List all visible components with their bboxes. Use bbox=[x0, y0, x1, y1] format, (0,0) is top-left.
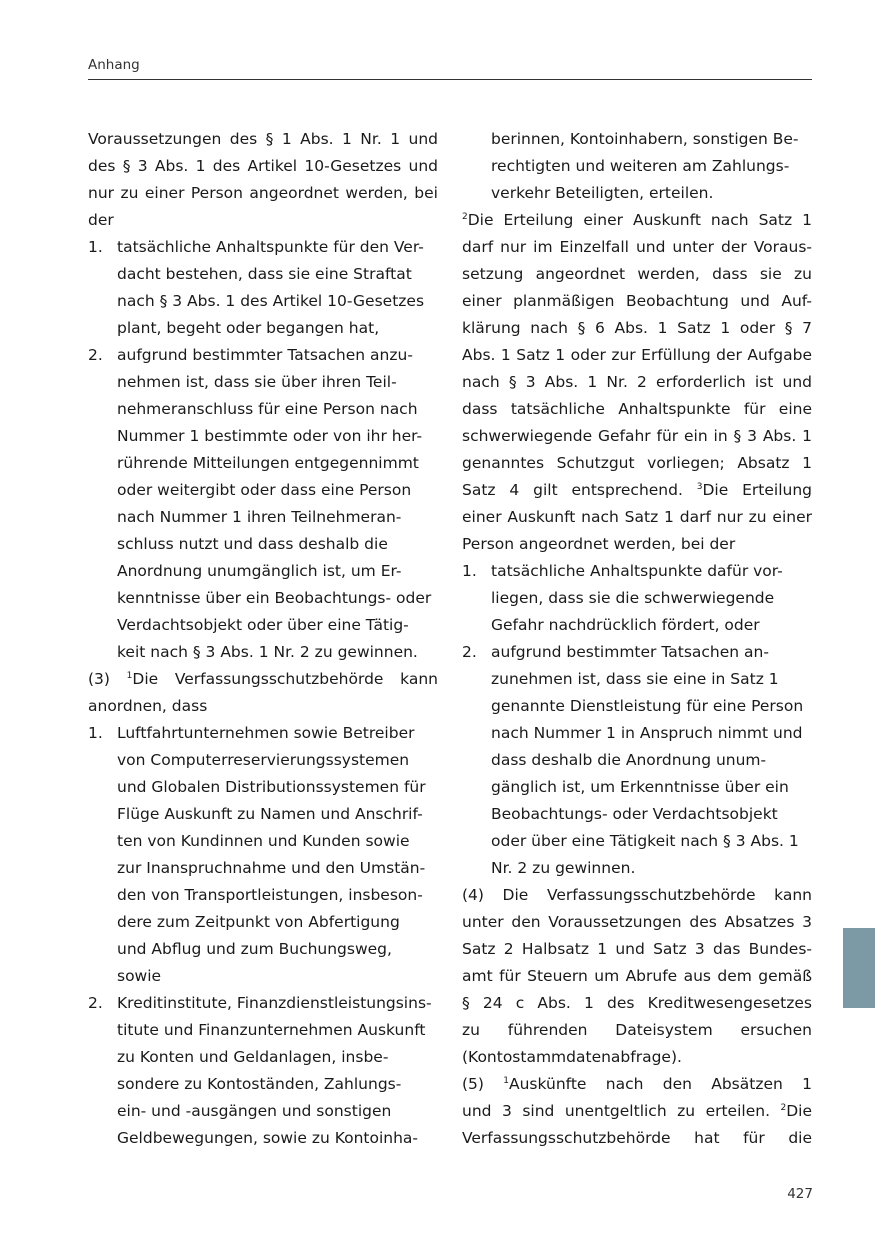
sentence-2-paragraph bbox=[462, 207, 812, 558]
paragraph-4 bbox=[462, 882, 812, 1071]
text-line: dass deshalb die Anordnung unum- bbox=[491, 751, 767, 769]
text-line: Geldbewegungen, sowie zu Kontoinha- bbox=[117, 1129, 419, 1147]
text-fragment: Auskünfte nach den Absätzen 1 bbox=[509, 1075, 812, 1093]
list-number: 1. bbox=[88, 724, 103, 742]
text-line: dacht bestehen, dass sie eine Straftat bbox=[117, 265, 412, 283]
right-column bbox=[462, 126, 812, 1152]
text-line: sowie bbox=[117, 967, 162, 985]
text-line bbox=[462, 477, 812, 504]
text-line: Person angeordnet werden, bei der bbox=[462, 535, 736, 553]
text-line: kenntnisse über ein Beobachtungs- oder bbox=[117, 589, 432, 607]
text-line: Verfassungsschutzbehörde hat für die bbox=[462, 1129, 812, 1147]
text-line: berinnen, Kontoinhabern, sonstigen Be- bbox=[491, 130, 799, 148]
text-line: (Kontostammdatenabfrage). bbox=[462, 1048, 682, 1066]
text-line: nach Nummer 1 in Anspruch nimmt und bbox=[491, 724, 803, 742]
text-line: keit nach § 3 Abs. 1 Nr. 2 zu gewinnen. bbox=[117, 643, 418, 661]
text-line: gänglich ist, um Erkenntnisse über ein bbox=[491, 778, 789, 796]
text-line: schwerwiegende Gefahr für ein in § 3 Abs. 1 bbox=[462, 427, 812, 445]
text-line: aufgrund bestimmter Tatsachen an- bbox=[491, 643, 769, 661]
text-fragment: Die Erteilung einer Auskunft nach Satz 1 bbox=[467, 211, 812, 229]
text-line: nehmen ist, dass sie über ihren Teil- bbox=[117, 373, 397, 391]
list-item bbox=[88, 720, 438, 990]
text-line: Luftfahrtunternehmen sowie Betreiber bbox=[117, 724, 415, 742]
paragraph-prefix: (5) bbox=[462, 1075, 504, 1093]
text-fragment: Satz 4 gilt entsprechend. bbox=[462, 481, 697, 499]
text-line: rechtigten und weiteren am Zahlungs- bbox=[491, 157, 790, 175]
text-line: tatsächliche Anhaltspunkte dafür vor- bbox=[491, 562, 783, 580]
text-line: sondere zu Kontoständen, Zahlungs- bbox=[117, 1075, 402, 1093]
text-line bbox=[462, 207, 812, 234]
sentence-number: 1 bbox=[126, 671, 133, 681]
text-line: darf nur im Einzelfall und unter der Voraus- bbox=[462, 238, 812, 256]
text-line: der bbox=[88, 211, 114, 229]
list-number: 2. bbox=[88, 994, 103, 1012]
text-line: Kreditinstitute, Finanzdienstleistungsins- bbox=[117, 994, 432, 1012]
sentence-number: 1 bbox=[503, 1076, 509, 1086]
text-line: Anordnung unumgänglich ist, um Er- bbox=[117, 562, 402, 580]
text-line bbox=[462, 1098, 812, 1125]
sentence-number: 2 bbox=[780, 1103, 787, 1113]
text-line: Nr. 2 zu gewinnen. bbox=[491, 859, 636, 877]
list-item bbox=[88, 234, 438, 342]
text-line: § 24 c Abs. 1 des Kreditwesengesetzes bbox=[462, 994, 812, 1012]
text-line: dere zum Zeitpunkt von Abfertigung bbox=[117, 913, 400, 931]
text-fragment: Die Erteilung bbox=[702, 481, 812, 499]
list-number: 2. bbox=[88, 346, 103, 364]
text-fragment: und 3 sind unentgeltlich zu erteilen. bbox=[462, 1102, 781, 1120]
text-line: dass tatsächliche Anhaltspunkte für eine bbox=[462, 400, 812, 418]
text-line: oder über eine Tätigkeit nach § 3 Abs. 1 bbox=[491, 832, 799, 850]
text-line: ten von Kundinnen und Kunden sowie bbox=[117, 832, 410, 850]
text-line: klärung nach § 6 Abs. 1 Satz 1 oder § 7 bbox=[462, 319, 812, 337]
text-line: Satz 2 Halbsatz 1 und Satz 3 das Bundes- bbox=[462, 940, 812, 958]
text-line: Abs. 1 Satz 1 oder zur Erfüllung der Aufgabe bbox=[462, 346, 812, 364]
page-number: 427 bbox=[787, 1186, 813, 1202]
text-line: von Computerreservierungssystemen bbox=[117, 751, 410, 769]
text-line: und Abflug und zum Buchungsweg, bbox=[117, 940, 392, 958]
text-fragment: Die bbox=[786, 1102, 812, 1120]
text-line: zur Inanspruchnahme und den Umstän- bbox=[117, 859, 426, 877]
list-number: 2. bbox=[462, 643, 477, 661]
text-line: genannte Dienstleistung für eine Person bbox=[491, 697, 804, 715]
text-line: tatsächliche Anhaltspunkte für den Ver- bbox=[117, 238, 424, 256]
list-item bbox=[462, 558, 812, 639]
text-line: den von Transportleistungen, insbeson- bbox=[117, 886, 423, 904]
text-line: Verdachtsobjekt oder über eine Tätig- bbox=[117, 616, 409, 634]
text-line: nach § 3 Abs. 1 des Artikel 10-Gesetzes bbox=[117, 292, 425, 310]
text-line: amt für Steuern um Abrufe aus dem gemäß bbox=[462, 967, 812, 985]
list-number: 1. bbox=[88, 238, 103, 256]
text-line: anordnen, dass bbox=[88, 697, 208, 715]
header-rule bbox=[88, 79, 812, 80]
paragraph-5 bbox=[462, 1071, 812, 1152]
list-item bbox=[88, 342, 438, 666]
intro-paragraph bbox=[88, 126, 438, 234]
text-line: titute und Finanzunternehmen Auskunft bbox=[117, 1021, 426, 1039]
text-line: unter den Voraussetzungen des Absatzes 3 bbox=[462, 913, 812, 931]
text-line: genanntes Schutzgut vorliegen; Absatz 1 bbox=[462, 454, 812, 472]
text-line: schluss nutzt und dass deshalb die bbox=[117, 535, 388, 553]
text-line: des § 3 Abs. 1 des Artikel 10-Gesetzes und bbox=[88, 157, 438, 175]
text-line: zu führenden Dateisystem ersuchen bbox=[462, 1021, 812, 1039]
text-line bbox=[88, 666, 438, 693]
paragraph-prefix: (3) bbox=[88, 670, 127, 688]
text-line: nehmeranschluss für eine Person nach bbox=[117, 400, 418, 418]
text-line: Flüge Auskunft zu Namen und Anschrif- bbox=[117, 805, 423, 823]
text-line: nach Nummer 1 ihren Teilnehmeran- bbox=[117, 508, 402, 526]
text-line: plant, begeht oder begangen hat, bbox=[117, 319, 380, 337]
text-line: Voraussetzungen des § 1 Abs. 1 Nr. 1 und bbox=[88, 130, 438, 148]
paragraph-3 bbox=[88, 666, 438, 720]
text-line bbox=[462, 1071, 812, 1098]
sentence-number: 3 bbox=[696, 482, 703, 492]
text-line: zunehmen ist, dass sie eine in Satz 1 bbox=[491, 670, 779, 688]
sentence-number: 2 bbox=[462, 212, 468, 222]
text-line: einer Auskunft nach Satz 1 darf nur zu einer bbox=[462, 508, 812, 526]
list-item-continuation bbox=[462, 126, 812, 207]
list-item bbox=[88, 990, 438, 1152]
text-fragment: Die Verfassungsschutzbehörde kann bbox=[132, 670, 438, 688]
running-header: Anhang bbox=[88, 57, 140, 73]
text-line: setzung angeordnet werden, dass sie zu bbox=[462, 265, 812, 283]
left-column bbox=[88, 126, 438, 1152]
text-line: Gefahr nachdrücklich fördert, oder bbox=[491, 616, 760, 634]
text-line: Nummer 1 bestimmte oder von ihr her- bbox=[117, 427, 423, 445]
text-line: nach § 3 Abs. 1 Nr. 2 erforderlich ist und bbox=[462, 373, 812, 391]
text-line: (4) Die Verfassungsschutzbehörde kann bbox=[462, 886, 812, 904]
list-number: 1. bbox=[462, 562, 477, 580]
chapter-thumb-tab bbox=[843, 928, 875, 1008]
text-line: oder weitergibt oder dass eine Person bbox=[117, 481, 412, 499]
text-line: liegen, dass sie die schwerwiegende bbox=[491, 589, 775, 607]
text-line: zu Konten und Geldanlagen, insbe- bbox=[117, 1048, 389, 1066]
text-line: verkehr Beteiligten, erteilen. bbox=[491, 184, 714, 202]
text-line: nur zu einer Person angeordnet werden, bei bbox=[88, 184, 438, 202]
text-line: und Globalen Distributionssystemen für bbox=[117, 778, 426, 796]
text-line: aufgrund bestimmter Tatsachen anzu- bbox=[117, 346, 413, 364]
text-line: rührende Mitteilungen entgegennimmt bbox=[117, 454, 419, 472]
list-item bbox=[462, 639, 812, 882]
text-line: Beobachtungs- oder Verdachtsobjekt bbox=[491, 805, 778, 823]
text-line: ein- und -ausgängen und sonstigen bbox=[117, 1102, 392, 1120]
text-line: einer planmäßigen Beobachtung und Auf- bbox=[462, 292, 812, 310]
